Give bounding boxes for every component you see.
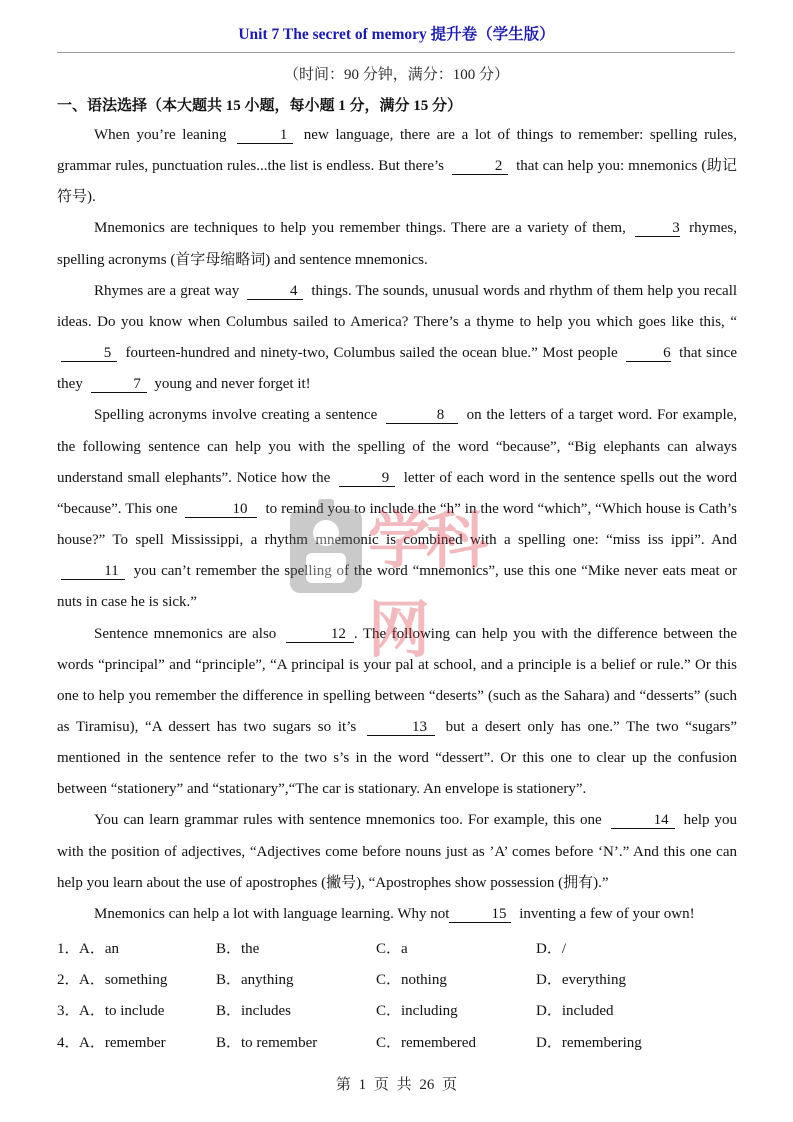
text: Mnemonics are techniques to help you remember things. There are a variety of them, — [94, 220, 626, 237]
text: new language, there are a lot of things to remember: spelling rules, grammar rules, punctuation rules...the list is endless. But there’s — [57, 127, 737, 175]
question-number: 4． — [57, 1034, 80, 1051]
blank-7: 7 — [91, 376, 147, 393]
option-a: A．remember — [79, 1034, 166, 1051]
exam-info: （时间：90 分钟，满分：100 分） — [283, 67, 509, 83]
option-a: A．to include — [79, 1003, 165, 1020]
option-d: D．everything — [536, 972, 626, 989]
text: on the letters of a target word. For example, the following sentence can help you with the spelling of the word “because”, “Big elephants can always understand small elephants”. Notice how the — [57, 407, 738, 486]
question-1-options — [57, 932, 737, 963]
blank-12: 12 — [286, 626, 354, 643]
blank-8: 8 — [386, 407, 458, 424]
option-b: B．the — [216, 941, 260, 958]
paragraph-5 — [57, 619, 737, 806]
option-c: C．including — [376, 1003, 458, 1020]
blank-4: 4 — [247, 283, 303, 300]
blank-10: 10 — [185, 501, 257, 518]
option-c: C．a — [376, 941, 408, 958]
watermark-text: 学科网 — [368, 504, 485, 666]
blank-11: 11 — [61, 563, 125, 580]
blank-9: 9 — [339, 470, 395, 487]
answer-options — [57, 932, 737, 1057]
option-d: D．/ — [536, 941, 567, 958]
paragraph-1 — [57, 120, 737, 213]
question-3-options — [57, 994, 737, 1025]
text: rhymes, spelling acronyms (首字母缩略词) and sentence mnemonics. — [57, 220, 738, 268]
option-d: D．remembering — [536, 1034, 642, 1051]
blank-15: 15 — [449, 906, 511, 923]
text: fourteen-hundred and ninety-two, Columbus sailed the ocean blue.” Most people — [125, 345, 618, 362]
blank-6: 6 — [626, 345, 671, 362]
blank-2: 2 — [452, 158, 508, 175]
text: help you with the position of adjectives, “Adjectives come before nouns just as ’A’ comes before ‘N’.” And this one can help you learn about the use of apostrophes (撇号), “Apostrophes show possession (拥有).” — [57, 812, 738, 891]
text: young and never forget it! — [154, 376, 311, 393]
text: that since they — [57, 345, 737, 393]
blank-14: 14 — [611, 812, 675, 829]
question-number: 2． — [57, 972, 80, 989]
option-d: D．included — [536, 1003, 614, 1020]
option-a: A．an — [79, 941, 119, 958]
section-heading: 一、语法选择（本大题共 15 小题，每小题 1 分，满分 15 分） — [57, 98, 463, 114]
paragraph-7 — [57, 899, 737, 930]
text: You can learn grammar rules with sentence mnemonics too. For example, this one — [94, 812, 602, 829]
text: . The following can help you with the difference between the words “principal” and “principle”, “A principal is your pal at school, and a principle is a belief or rule.” Or this one to help you remember the difference in spelling between “deserts” (such as the Sahara) and “desserts” (such as Tiramisu), “A dessert has two sugars so it’s — [57, 625, 738, 735]
text: but a desert only has one.” The two “sugars” mentioned in the sentence refer to the two s’s in the word “dessert”. Or this one to clear up the confusion between “stationery” and “stationary”,“The car is stationary. An envelope is stationery”. — [57, 718, 738, 798]
text: Sentence mnemonics are also — [94, 625, 277, 642]
text: to remind you to include the “h” in the word “which”, “Which house is Cath’s house?” To spell Mississippi, a rhythm mnemonic is combined with a spelling one: “miss iss ippi”. And — [57, 500, 738, 549]
blank-1: 1 — [237, 127, 293, 144]
blank-13: 13 — [367, 719, 435, 736]
text: that can help you: mnemonics (助记符号). — [57, 158, 738, 206]
option-b: B．anything — [216, 972, 294, 989]
paragraph-4 — [57, 400, 737, 618]
question-number: 1． — [57, 941, 80, 958]
paragraph-6 — [57, 805, 737, 898]
text: When you’re leaning — [94, 127, 227, 143]
text: Spelling acronyms involve creating a sentence — [94, 407, 378, 424]
paragraph-3 — [57, 276, 737, 401]
option-b: B．includes — [216, 1003, 291, 1020]
text: things. The sounds, unusual words and rhythm of them help you recall ideas. Do you know when Columbus sailed to America? There’s a thyme to help you which goes like this, “ — [57, 282, 738, 330]
question-number: 3． — [57, 1003, 80, 1020]
text: letter of each word in the sentence spells out the word “because”. This one — [57, 469, 737, 517]
option-b: B．to remember — [216, 1034, 318, 1051]
document-title: Unit 7 The secret of memory 提升卷（学生版） — [238, 26, 555, 43]
question-4-options — [57, 1026, 737, 1057]
option-c: C．nothing — [376, 972, 447, 989]
text: inventing a few of your own! — [519, 905, 695, 922]
header-divider — [57, 52, 735, 53]
blank-3: 3 — [635, 220, 680, 237]
cloze-passage — [57, 120, 737, 930]
option-a: A．something — [79, 972, 168, 989]
text: Mnemonics can help a lot with language learning. Why not — [94, 905, 450, 922]
page-number: 第 1 页 共 26 页 — [335, 1077, 458, 1093]
option-c: C．remembered — [376, 1034, 476, 1051]
paragraph-2 — [57, 213, 737, 275]
blank-5: 5 — [61, 345, 117, 362]
text: you can’t remember the spelling of the word “mnemonics”, use this one “Mike never eats meat or nuts in case he is sick.” — [57, 563, 738, 611]
text: Rhymes are a great way — [94, 282, 240, 299]
question-2-options — [57, 963, 737, 994]
